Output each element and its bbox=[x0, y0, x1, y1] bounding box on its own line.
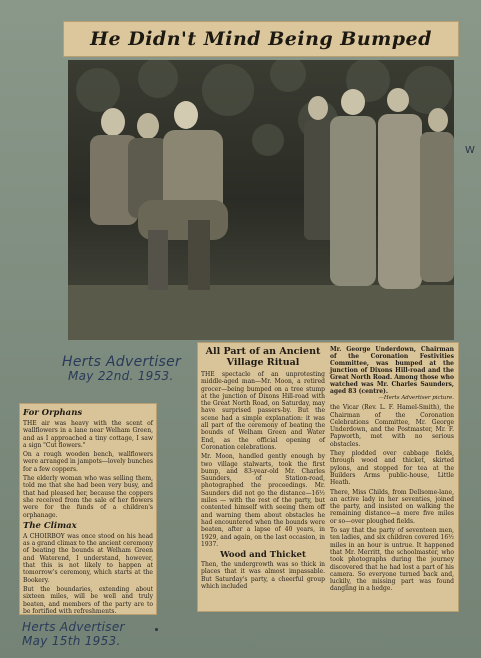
handwritten-source: Herts Advertiser bbox=[22, 620, 125, 634]
handwritten-note-top bbox=[62, 355, 202, 383]
main-article-clipping bbox=[198, 343, 458, 611]
ritual-paragraph: THE spectacle of an unprotesting middle-aged man—Mr. Moon, a retired grocer—being bumped on a tree stump at the junction of Dixons Hill-road with the Great North Road, on Saturday, may have surprised passers-by. But the scene had a simple explanation: it was all part of the ceremony of beating the bounds of Welham Green and Water End, as the official opening of Coronation celebrations. bbox=[201, 371, 325, 451]
ritual-paragraph: Mr. Moon, handled gently enough by two village stalwarts, took the first bump, and 83-year-old Mr. Charles Saunders, of Station-road, photographed the proceedings. Mr. Saunders did not go the distance—16½ miles — with the rest of the party, but contented himself with seeing them off and warning them about obstacles he had encountered when the bounds were beaten, after a lapse of 40 years, in 1929, and again, on the last occasion, in 1937. bbox=[201, 453, 325, 548]
orphans-paragraph: The elderly woman who was selling them, told me that she had been very busy, and that had pleased her, because the coppers she received from the sale of her flowers were for the funds of a children's orphanage. bbox=[23, 475, 153, 519]
handwritten-date: May 22nd. 1953. bbox=[68, 369, 174, 383]
climax-title: The Climax bbox=[23, 520, 77, 531]
handwritten-note-bottom bbox=[22, 620, 162, 648]
climax-paragraph: But the boundaries, extending about sixteen miles, will be well and truly beaten, and members of the party are to be fortified with refreshments. bbox=[23, 585, 153, 615]
ink-dot bbox=[155, 628, 158, 631]
right-paragraph: the Vicar (Rev. L. F. Hamel-Smith), the Chairman of the Coronation Celebrations Committee, Mr. George Underdown, and the Postmaster, Mr. F. Papworth, met with no serious obstacles. bbox=[330, 404, 454, 448]
right-paragraph: To say that the party of seventeen men, ten ladies, and six children covered 16½ miles in an hour is untrue. It happened that Mr. Merritt, the schoolmaster, who took photographs during the journey discovered that he had lost a part of his camera. So everyone turned back and, luckily, the missing part was found dangling in a hedge. bbox=[330, 527, 454, 593]
right-paragraph: There, Miss Childs, from Dellsome-lane, an active lady in her seventies, joined the party, and insisted on walking the remaining distance—a mere five miles or so—over ploughed fields. bbox=[330, 488, 454, 525]
handwritten-source: Herts Advertiser bbox=[62, 354, 182, 370]
orphans-title: For Orphans bbox=[23, 408, 83, 418]
orphans-paragraph: THE air was heavy with the scent of wallflowers in a lane near Welham Green, and as I approached a tiny cottage, I saw a sign "Cut flowers." bbox=[23, 420, 153, 449]
ritual-article bbox=[201, 346, 325, 592]
headline: He Didn't Mind Being Bumped bbox=[64, 22, 458, 56]
orphans-article bbox=[23, 406, 153, 617]
photo-illustration bbox=[68, 60, 454, 340]
news-photograph bbox=[68, 60, 454, 340]
ritual-paragraph: Then, the undergrowth was so thick in places that it was almost impassable. But Saturday's party, a cheerful group which included bbox=[201, 561, 325, 591]
orphans-paragraph: On a rough wooden bench, wallflowers were arranged in jampots—lovely bunches for a few coppers. bbox=[23, 451, 153, 473]
ritual-title: All Part of an Ancient Village Ritual bbox=[205, 346, 321, 368]
left-clipping bbox=[20, 404, 156, 614]
right-column bbox=[330, 346, 454, 595]
handwritten-date: May 15th 1953. bbox=[22, 634, 121, 648]
photo-credit: —Herts Advertiser picture. bbox=[378, 395, 454, 401]
photo-caption: Mr. George Underdown, Chairman of the Coronation Festivities Committee, was bumped at the junction of Dixons Hill-road and the Great North Road. Among those who watched was Mr. Charles Saunders, aged 83 (centre). bbox=[330, 346, 454, 395]
climax-paragraph: A CHOIRBOY was once stood on his head as a grand climax to the ancient ceremony of beating the bounds at Welham Green and Waterend, I understand, however, that this is not likely to happen at tomorrow's ceremony, which starts at the Bookery. bbox=[23, 532, 153, 584]
margin-mark: W bbox=[465, 145, 475, 156]
ritual-subhead: Wood and Thicket bbox=[220, 550, 306, 561]
right-paragraph: They plodded over cabbage fields, through wood and thicket, skirted pylons, and stopped for tea at the Builders Arms public-house, Little Heath. bbox=[330, 450, 454, 487]
